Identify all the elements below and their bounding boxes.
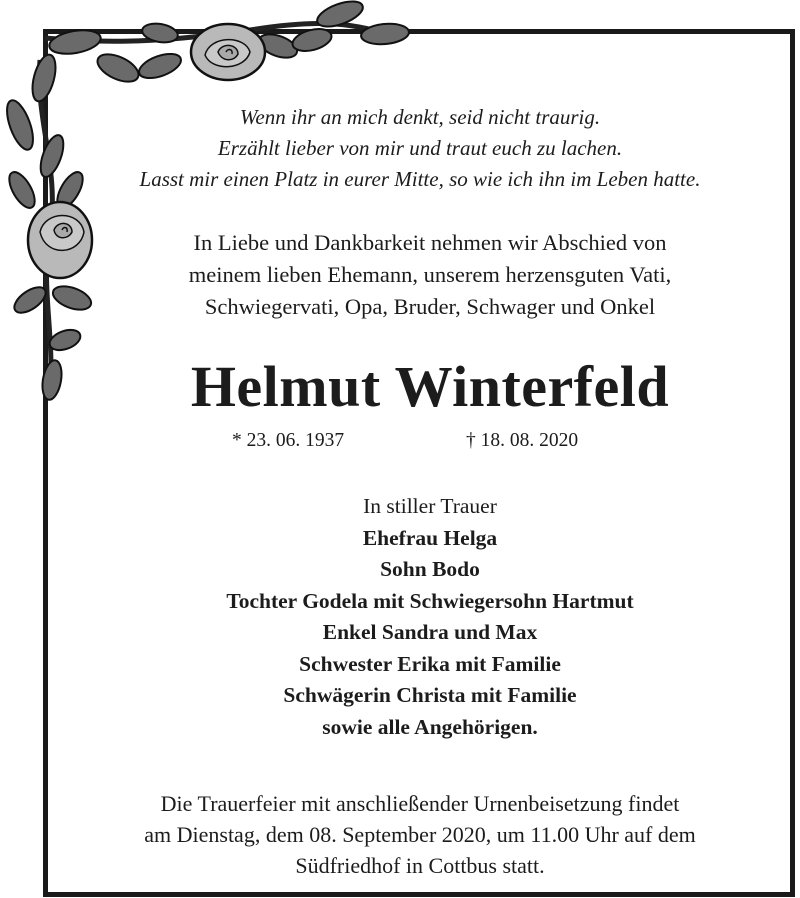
- mourner: Schwester Erika mit Familie: [299, 651, 561, 676]
- birth-date: * 23. 06. 1937: [232, 430, 345, 451]
- mourner: Tochter Godela mit Schwiegersohn Hartmut: [226, 588, 634, 613]
- mourner: Enkel Sandra und Max: [322, 620, 538, 644]
- rose-top: [191, 24, 265, 80]
- deceased-name: Helmut Winterfeld: [190, 354, 670, 419]
- quote-poem: [40, 102, 800, 195]
- quote-line: Wenn ihr an mich denkt, seid nicht traurig.: [239, 105, 601, 129]
- service-line: Südfriedhof in Cottbus statt.: [295, 853, 545, 878]
- intro-line: Schwiegervati, Opa, Bruder, Schwager und Onkel: [204, 294, 656, 319]
- mourner: Schwägerin Christa mit Familie: [283, 683, 577, 707]
- mourner: Sohn Bodo: [380, 557, 480, 581]
- intro-text: [60, 227, 800, 323]
- death-date: † 18. 08. 2020: [466, 430, 579, 451]
- service-line: Die Trauerfeier mit anschließender Urnenbeisetzung findet: [160, 791, 680, 816]
- mourners-list: [40, 491, 800, 743]
- intro-line: In Liebe und Dankbarkeit nehmen wir Abschied von: [193, 230, 667, 255]
- quote-line: Erzählt lieber von mir und traut euch zu lachen.: [217, 136, 623, 160]
- quote-line: Lasst mir einen Platz in eurer Mitte, so wie ich ihn im Leben hatte.: [139, 167, 701, 191]
- funeral-service-info: [40, 788, 800, 881]
- service-line: am Dienstag, dem 08. September 2020, um 11.00 Uhr auf dem: [144, 822, 696, 847]
- mourning-intro: In stiller Trauer: [363, 494, 497, 518]
- mourner: Ehefrau Helga: [362, 525, 498, 550]
- mourner: sowie alle Angehörigen.: [322, 714, 538, 739]
- intro-line: meinem lieben Ehemann, unserem herzensguten Vati,: [188, 262, 672, 287]
